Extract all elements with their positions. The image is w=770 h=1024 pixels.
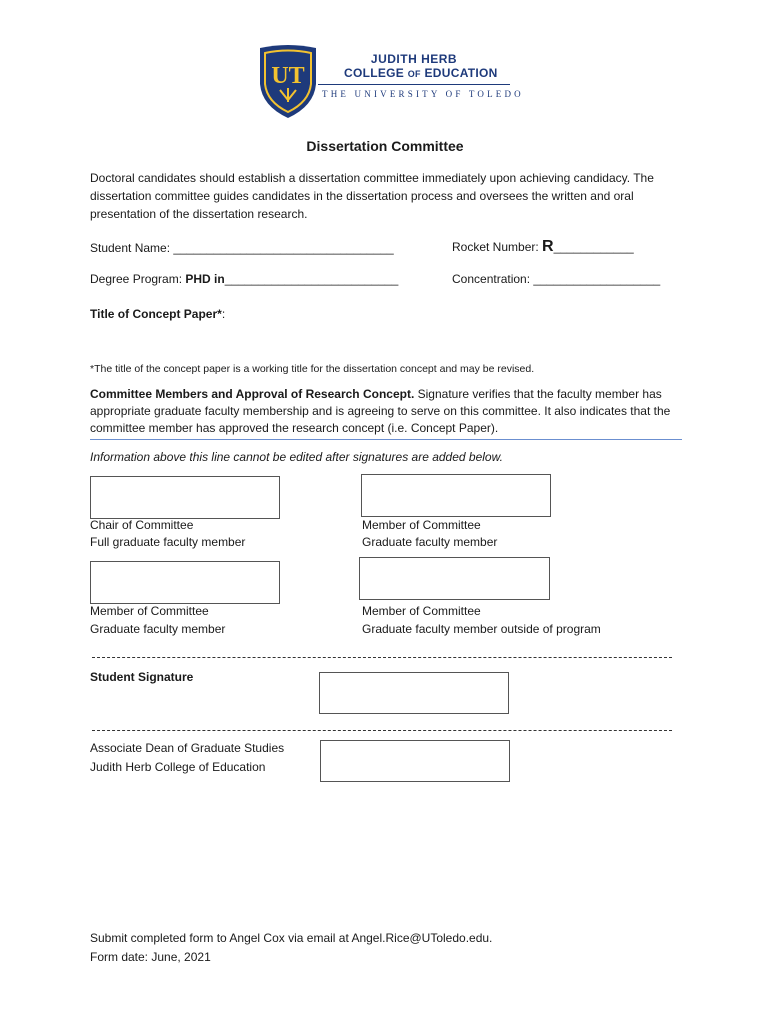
edit-notice: Information above this line cannot be edited after signatures are added below. [90, 450, 503, 464]
page-title: Dissertation Committee [306, 138, 464, 154]
concept-title-field[interactable]: Title of Concept Paper*: [90, 307, 226, 321]
logo-initials: UT [271, 63, 305, 89]
logo-divider [318, 84, 510, 85]
form-date: Form date: June, 2021 [90, 950, 211, 964]
dean-signature-box[interactable] [320, 740, 510, 782]
dashed-separator-2 [92, 730, 672, 731]
member-1-requirement: Graduate faculty member [362, 535, 498, 549]
student-signature-box[interactable] [319, 672, 509, 714]
shield-icon [258, 44, 318, 120]
member-3-role: Member of Committee [362, 604, 481, 618]
degree-program-field[interactable]: Degree Program: PHD in__________________________ [90, 272, 399, 286]
committee-paragraph: Committee Members and Approval of Research Concept. Signature verifies that the faculty member has appropriate graduate faculty membership and is agreeing to serve on this committee. It also indicates that the committee member has approved the research concept (i.e. Concept Paper). [90, 387, 671, 435]
student-name-field[interactable]: Student Name: _________________________________ [90, 241, 394, 255]
logo-university: THE UNIVERSITY OF TOLEDO [322, 89, 524, 99]
member-2-requirement: Graduate faculty member [90, 622, 226, 636]
dashed-separator [92, 657, 672, 658]
logo-college-name-2: COLLEGE OF EDUCATION [344, 66, 498, 80]
edit-divider [90, 439, 682, 440]
concept-note: *The title of the concept paper is a working title for the dissertation concept and may be revised. [90, 363, 535, 375]
dean-college: Judith Herb College of Education [90, 760, 266, 774]
intro-paragraph: Doctoral candidates should establish a dissertation committee immediately upon achieving candidacy. The dissertation committee guides candidates in the dissertation process and oversees the written and oral presentation of the dissertation research. [90, 171, 654, 221]
member-1-role: Member of Committee [362, 518, 481, 532]
submit-instructions: Submit completed form to Angel Cox via email at Angel.Rice@UToledo.edu. [90, 931, 493, 945]
chair-signature-box[interactable] [90, 476, 280, 519]
member-3-signature-box[interactable] [359, 557, 550, 600]
logo-college-name: JUDITH HERB [370, 52, 458, 66]
chair-role: Chair of Committee [90, 518, 194, 532]
member-3-requirement: Graduate faculty member outside of program [362, 622, 601, 636]
college-logo [258, 44, 318, 120]
member-1-signature-box[interactable] [361, 474, 551, 517]
student-signature-label: Student Signature [90, 670, 194, 684]
member-2-signature-box[interactable] [90, 561, 280, 604]
chair-requirement: Full graduate faculty member [90, 535, 246, 549]
member-2-role: Member of Committee [90, 604, 209, 618]
dean-title: Associate Dean of Graduate Studies [90, 741, 285, 755]
rocket-number-field[interactable]: Rocket Number: R____________ [452, 238, 634, 255]
concentration-field[interactable]: Concentration: ___________________ [452, 272, 661, 286]
